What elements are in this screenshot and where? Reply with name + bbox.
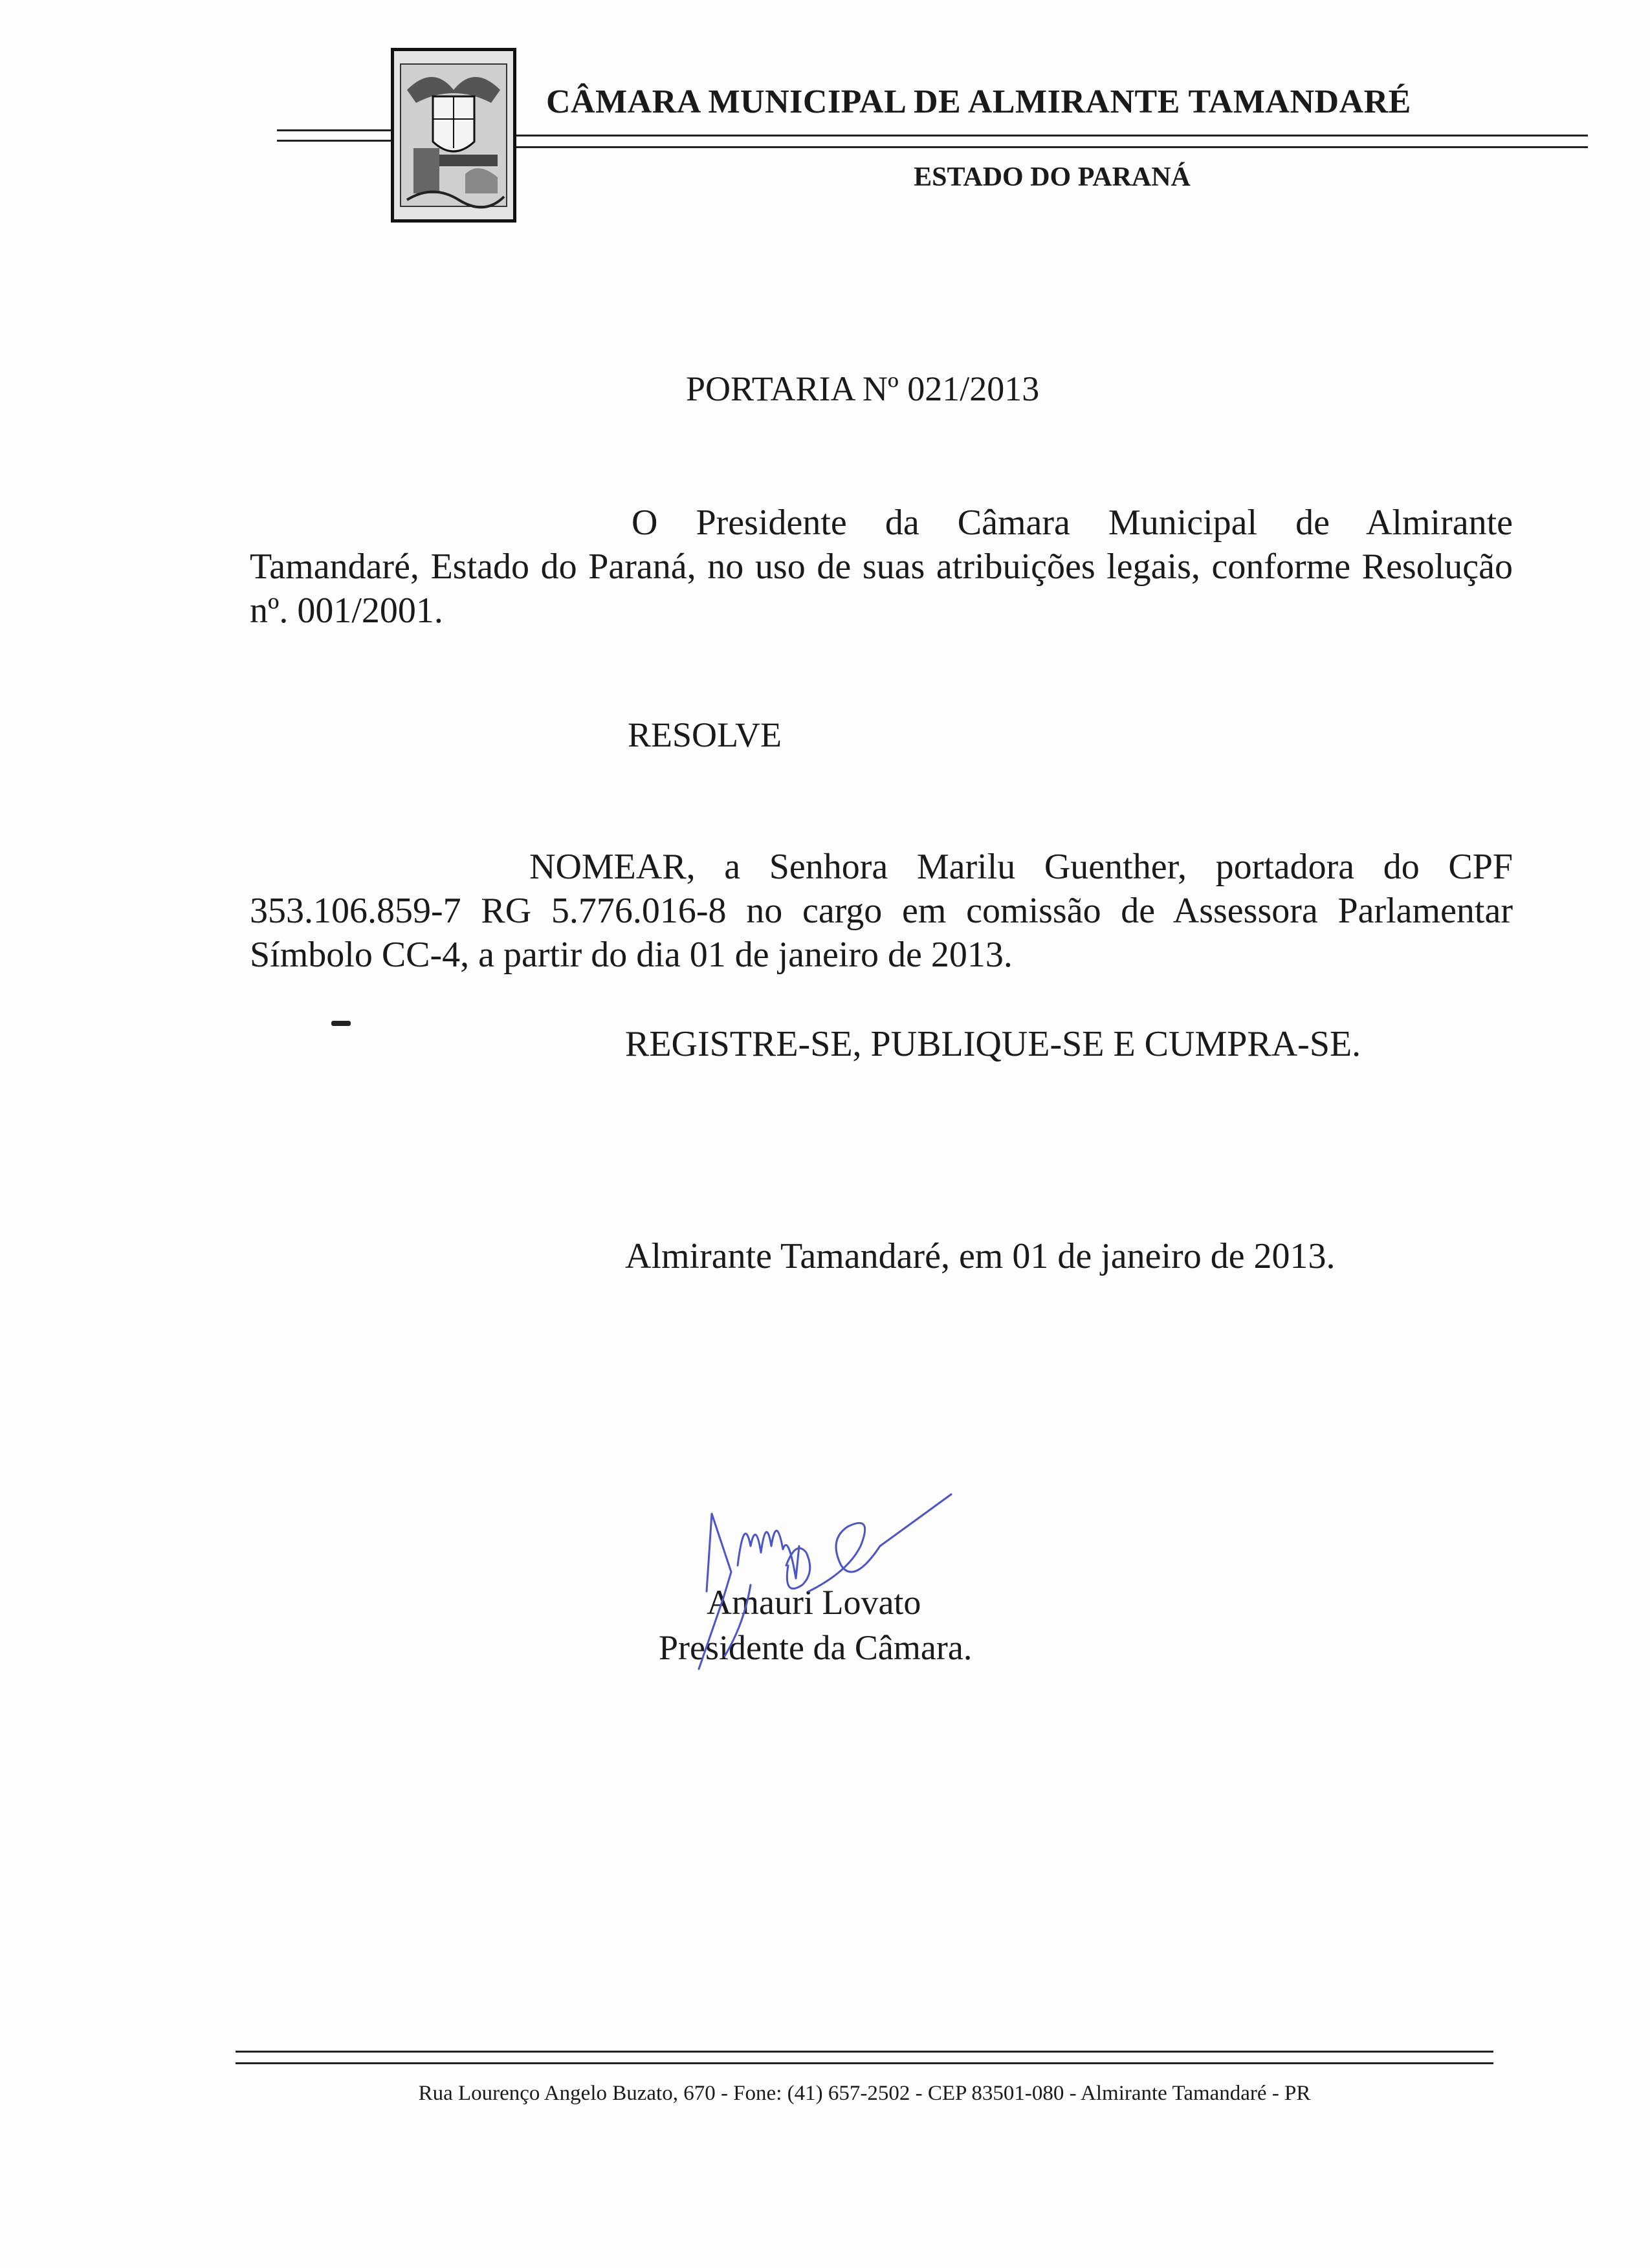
footer-rule-bottom [236,2062,1493,2064]
document-title: PORTARIA Nº 021/2013 [686,369,1040,408]
signer-title: Presidente da Câmara. [659,1628,973,1667]
signer-name: Amauri Lovato [707,1583,921,1622]
crest-drawing [394,51,513,219]
footer-rule-top [236,2051,1493,2053]
header-rule-left-top [277,129,391,131]
preamble-paragraph: O Presidente da Câmara Municipal de Almirante Tamandaré, Estado do Paraná, no uso de suas atribuições legais, conforme Resolução nº. 001/2001. [250,503,1513,631]
closing-formula: REGISTRE-SE, PUBLIQUE-SE E CUMPRA-SE. [625,1024,1361,1064]
stray-mark [331,1021,351,1026]
header-rule-left-bottom [277,140,391,142]
appointment-paragraph: NOMEAR, a Senhora Marilu Guenther, portadora do CPF 353.106.859-7 RG 5.776.016-8 no cargo em comissão de Assessora Parlamentar Símbolo CC-4, a partir do dia 01 de janeiro de 2013. [250,847,1513,975]
state-name: ESTADO DO PARANÁ [914,162,1191,192]
place-date: Almirante Tamandaré, em 01 de janeiro de 2013. [625,1236,1336,1276]
organization-name: CÂMARA MUNICIPAL DE ALMIRANTE TAMANDARÉ [546,83,1411,120]
footer-address: Rua Lourenço Angelo Buzato, 670 - Fone: (41) 657-2502 - CEP 83501-080 - Almirante Tamandaré - PR [418,2082,1311,2105]
municipal-coat-of-arms-icon [391,48,516,223]
resolve-heading: RESOLVE [628,715,782,754]
header-rule-right-bottom [516,146,1588,148]
handwritten-signature [686,1475,964,1682]
header-rule-right-top [516,135,1588,136]
